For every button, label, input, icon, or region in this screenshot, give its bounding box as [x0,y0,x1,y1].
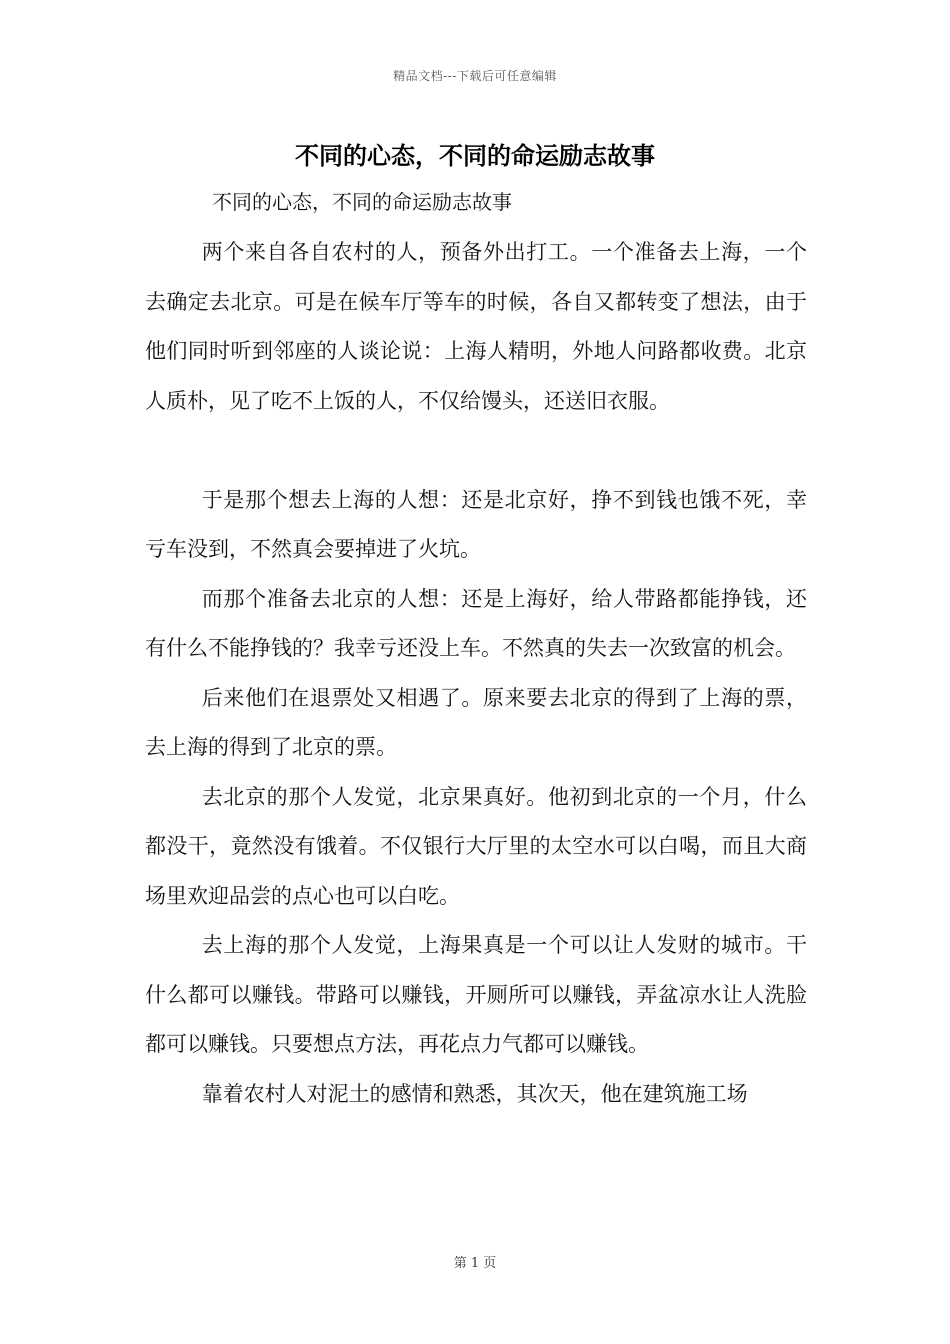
page-header: 精品文档---下载后可任意编辑 [393,69,557,83]
paragraph: 而那个准备去北京的人想：还是上海好，给人带路都能挣钱，还有什么不能挣钱的？我幸亏还没上车。不然真的失去一次致富的机会。 [145,586,807,660]
paragraph: 去上海的那个人发觉，上海果真是一个可以让人发财的城市。干什么都可以赚钱。带路可以赚钱，开厕所可以赚钱，弄盆凉水让人洗脸都可以赚钱。只要想点方法，再花点力气都可以赚钱。 [145,933,807,1056]
document-subtitle: 不同的心态，不同的命运励志故事 [212,190,512,214]
paragraph-gap [145,426,807,476]
paragraph: 后来他们在退票处又相遇了。原来要去北京的得到了上海的票，去上海的得到了北京的票。 [145,685,807,759]
paragraph: 靠着农村人对泥土的感情和熟悉，其次天，他在建筑施工场 [201,1081,748,1106]
page-number: 第 1 页 [453,1256,497,1271]
paragraph: 于是那个想去上海的人想：还是北京好，挣不到钱也饿不死，幸亏车没到，不然真会要掉进了火坑。 [145,487,807,561]
paragraph: 两个来自各自农村的人，预备外出打工。一个准备去上海，一个去确定去北京。可是在候车厅等车的时候，各自又都转变了想法，由于他们同时听到邻座的人谈论说：上海人精明，外地人问路都收费。北京人质朴，见了吃不上饭的人，不仅给馒头，还送旧衣服。 [145,240,807,413]
paragraph: 去北京的那个人发觉，北京果真好。他初到北京的一个月，什么都没干，竟然没有饿着。不仅银行大厅里的太空水可以白喝，而且大商场里欢迎品尝的点心也可以白吃。 [145,784,807,908]
document-body [145,228,807,1119]
document-title: 不同的心态，不同的命运励志故事 [295,141,655,170]
